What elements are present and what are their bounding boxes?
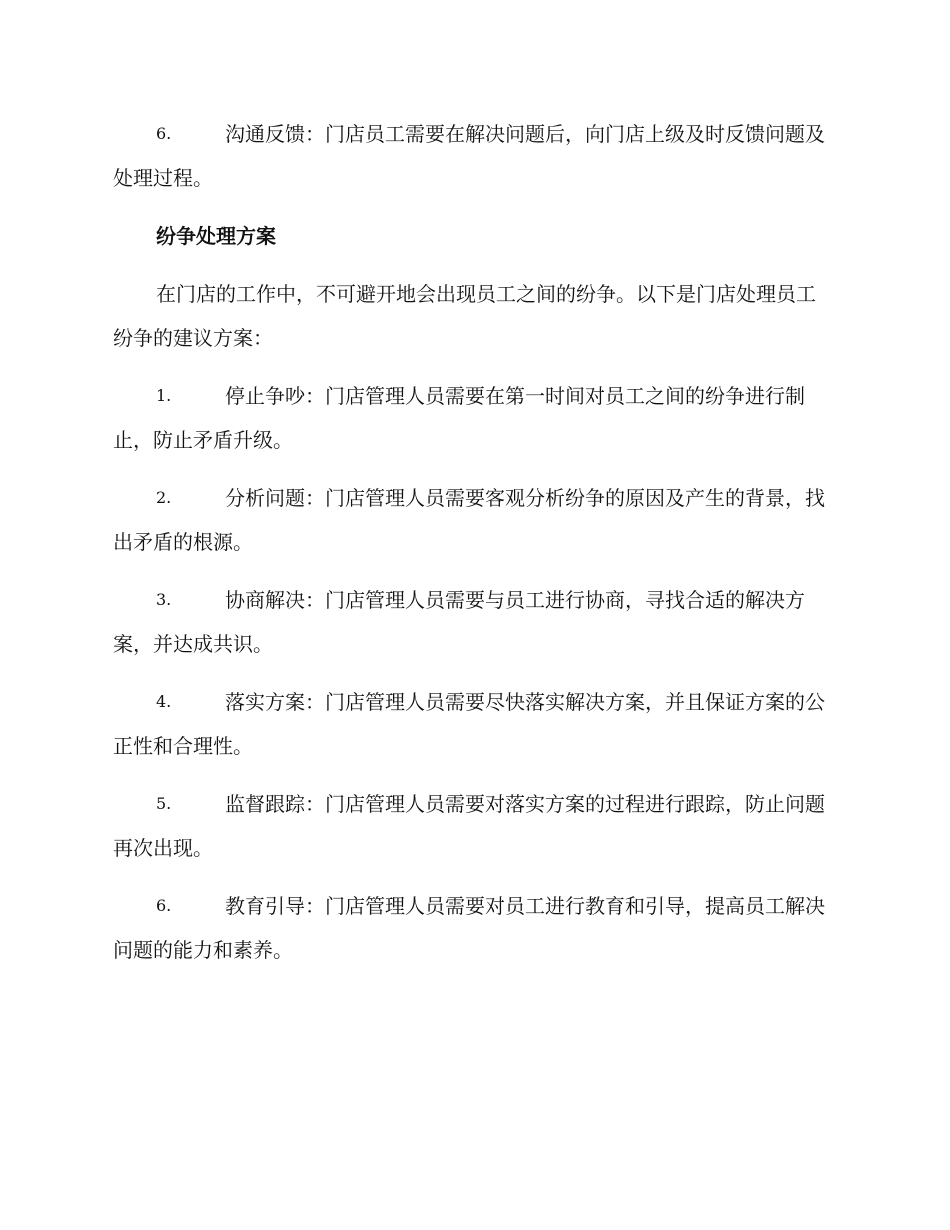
document-body [113, 112, 835, 986]
list-item-text: 沟通反馈：门店员工需要在解决问题后，向门店上级及时反馈问题及处理过程。 [113, 122, 825, 190]
list-item [113, 884, 835, 972]
list-item-text: 停止争吵：门店管理人员需要在第一时间对员工之间的纷争进行制止，防止矛盾升级。 [113, 384, 805, 452]
list-item-number: 2. [156, 488, 172, 507]
section-heading: 纷争处理方案 [156, 224, 276, 248]
list-item [113, 112, 835, 200]
list-item-text: 教育引导：门店管理人员需要对员工进行教育和引导，提高员工解决问题的能力和素养。 [113, 894, 825, 962]
list-item [113, 374, 835, 462]
list-item [113, 578, 835, 666]
section-intro-paragraph: 在门店的工作中，不可避开地会出现员工之间的纷争。以下是门店处理员工纷争的建议方案： [113, 282, 816, 350]
list-item-number: 4. [156, 692, 172, 711]
list-item-text: 落实方案：门店管理人员需要尽快落实解决方案，并且保证方案的公正性和合理性。 [113, 690, 825, 758]
list-item-text: 协商解决：门店管理人员需要与员工进行协商，寻找合适的解决方案，并达成共识。 [113, 588, 805, 656]
list-item [113, 476, 835, 564]
list-item-number: 1. [156, 386, 172, 405]
list-item-text: 监督跟踪：门店管理人员需要对落实方案的过程进行跟踪，防止问题再次出现。 [113, 792, 825, 860]
list-item-number: 6. [156, 124, 172, 143]
list-item [113, 680, 835, 768]
list-item-number: 3. [156, 590, 172, 609]
list-item-number: 5. [156, 794, 172, 813]
list-item [113, 782, 835, 870]
list-item-text: 分析问题：门店管理人员需要客观分析纷争的原因及产生的背景，找出矛盾的根源。 [113, 486, 825, 554]
list-item-number: 6. [156, 896, 172, 915]
